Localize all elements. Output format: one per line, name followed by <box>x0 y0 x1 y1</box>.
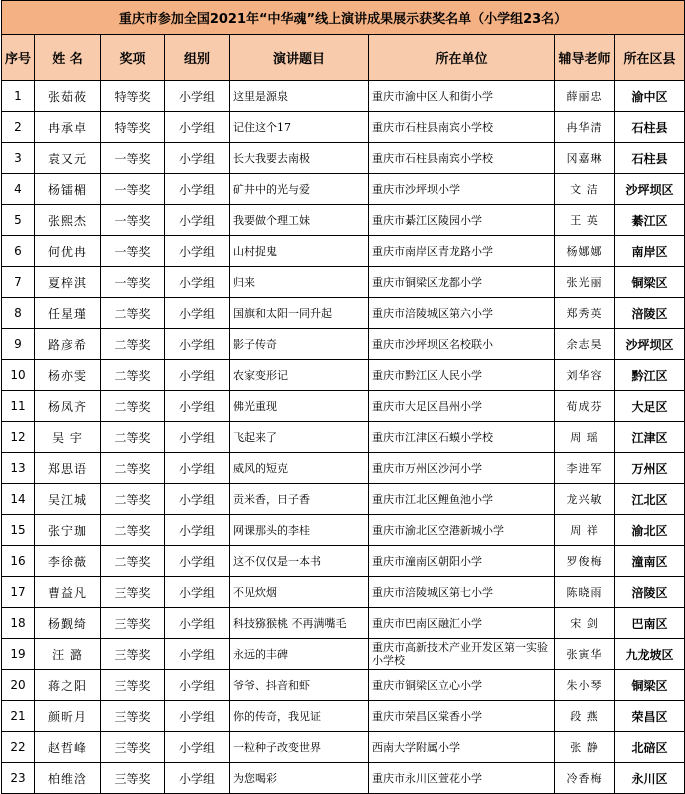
cell-unit: 重庆市巴南区融汇小学 <box>369 608 555 639</box>
cell-district: 黔江区 <box>615 360 685 391</box>
cell-unit: 西南大学附属小学 <box>369 732 555 763</box>
cell-group: 小学组 <box>165 112 230 143</box>
table-row <box>2 391 685 422</box>
cell-group: 小学组 <box>165 267 230 298</box>
cell-name: 曹益凡 <box>35 577 101 608</box>
cell-teacher: 杨娜娜 <box>555 236 615 267</box>
cell-group: 小学组 <box>165 670 230 701</box>
cell-teacher: 冷香梅 <box>555 763 615 794</box>
cell-unit: 重庆市高新技术产业开发区第一实验小学校 <box>369 639 555 670</box>
table-row <box>2 112 685 143</box>
cell-teacher: 段 燕 <box>555 701 615 732</box>
header-name: 姓 名 <box>35 35 101 81</box>
cell-teacher: 陈晓雨 <box>555 577 615 608</box>
cell-district: 大足区 <box>615 391 685 422</box>
cell-index: 15 <box>2 515 35 546</box>
cell-name: 任星瑾 <box>35 298 101 329</box>
cell-topic: 你的传奇，我见证 <box>230 701 369 732</box>
cell-name: 蒋之阳 <box>35 670 101 701</box>
cell-name: 路彦希 <box>35 329 101 360</box>
cell-award: 三等奖 <box>101 732 165 763</box>
cell-topic: 长大我要去南极 <box>230 143 369 174</box>
cell-district: 铜梁区 <box>615 670 685 701</box>
cell-name: 吴 宇 <box>35 422 101 453</box>
cell-district: 石柱县 <box>615 112 685 143</box>
cell-award: 二等奖 <box>101 329 165 360</box>
cell-group: 小学组 <box>165 546 230 577</box>
cell-name: 杨亦雯 <box>35 360 101 391</box>
cell-group: 小学组 <box>165 329 230 360</box>
cell-topic: 山村捉鬼 <box>230 236 369 267</box>
header-unit: 所在单位 <box>369 35 555 81</box>
table-row <box>2 267 685 298</box>
cell-teacher: 张光丽 <box>555 267 615 298</box>
table-row <box>2 143 685 174</box>
cell-award: 一等奖 <box>101 236 165 267</box>
cell-district: 九龙坡区 <box>615 639 685 670</box>
table-row <box>2 670 685 701</box>
cell-unit: 重庆市铜梁区立心小学 <box>369 670 555 701</box>
cell-unit: 重庆市荣昌区棠香小学 <box>369 701 555 732</box>
table-row <box>2 639 685 670</box>
cell-unit: 重庆市万州区沙河小学 <box>369 453 555 484</box>
cell-award: 三等奖 <box>101 670 165 701</box>
cell-topic: 影子传奇 <box>230 329 369 360</box>
header-index: 序号 <box>2 35 35 81</box>
cell-unit: 重庆市石柱县南宾小学校 <box>369 112 555 143</box>
table-row <box>2 546 685 577</box>
cell-group: 小学组 <box>165 732 230 763</box>
cell-unit: 重庆市南岸区青龙路小学 <box>369 236 555 267</box>
cell-award: 一等奖 <box>101 267 165 298</box>
cell-name: 夏梓淇 <box>35 267 101 298</box>
cell-teacher: 李进军 <box>555 453 615 484</box>
cell-teacher: 薛丽忠 <box>555 81 615 112</box>
cell-index: 7 <box>2 267 35 298</box>
cell-teacher: 郑秀英 <box>555 298 615 329</box>
cell-unit: 重庆市沙坪坝区名校联小 <box>369 329 555 360</box>
cell-group: 小学组 <box>165 608 230 639</box>
cell-unit: 重庆市涪陵城区第六小学 <box>369 298 555 329</box>
cell-index: 11 <box>2 391 35 422</box>
cell-name: 张茹莜 <box>35 81 101 112</box>
header-group: 组别 <box>165 35 230 81</box>
document-title: 重庆市参加全国2021年“中华魂”线上演讲成果展示获奖名单（小学组23名） <box>2 1 685 35</box>
table-body <box>2 81 685 794</box>
cell-name: 张熙杰 <box>35 205 101 236</box>
table-row <box>2 701 685 732</box>
cell-index: 12 <box>2 422 35 453</box>
cell-topic: 国旗和太阳一同升起 <box>230 298 369 329</box>
cell-district: 南岸区 <box>615 236 685 267</box>
cell-unit: 重庆市铜梁区龙都小学 <box>369 267 555 298</box>
cell-award: 三等奖 <box>101 608 165 639</box>
table-row <box>2 205 685 236</box>
cell-teacher: 罗俊梅 <box>555 546 615 577</box>
table-row <box>2 236 685 267</box>
cell-index: 6 <box>2 236 35 267</box>
cell-award: 一等奖 <box>101 174 165 205</box>
cell-group: 小学组 <box>165 81 230 112</box>
cell-teacher: 文 洁 <box>555 174 615 205</box>
cell-name: 颜昕月 <box>35 701 101 732</box>
cell-district: 荣昌区 <box>615 701 685 732</box>
cell-district: 綦江区 <box>615 205 685 236</box>
cell-index: 23 <box>2 763 35 794</box>
cell-teacher: 周 祥 <box>555 515 615 546</box>
cell-topic: 网课那头的李桂 <box>230 515 369 546</box>
cell-group: 小学组 <box>165 453 230 484</box>
cell-district: 潼南区 <box>615 546 685 577</box>
cell-district: 永川区 <box>615 763 685 794</box>
cell-unit: 重庆市大足区昌州小学 <box>369 391 555 422</box>
cell-unit: 重庆市渝中区人和街小学 <box>369 81 555 112</box>
cell-district: 铜梁区 <box>615 267 685 298</box>
header-teacher: 辅导老师 <box>555 35 615 81</box>
table-row <box>2 608 685 639</box>
cell-name: 汪 潞 <box>35 639 101 670</box>
cell-teacher: 宋 剑 <box>555 608 615 639</box>
cell-award: 二等奖 <box>101 391 165 422</box>
cell-topic: 威风的短克 <box>230 453 369 484</box>
table-row <box>2 453 685 484</box>
header-district: 所在区县 <box>615 35 685 81</box>
cell-name: 杨镭楣 <box>35 174 101 205</box>
cell-group: 小学组 <box>165 484 230 515</box>
cell-district: 江北区 <box>615 484 685 515</box>
cell-teacher: 刘华容 <box>555 360 615 391</box>
cell-topic: 矿井中的光与爱 <box>230 174 369 205</box>
cell-unit: 重庆市石柱县南宾小学校 <box>369 143 555 174</box>
cell-award: 三等奖 <box>101 577 165 608</box>
cell-name: 杨凤齐 <box>35 391 101 422</box>
cell-name: 赵哲峰 <box>35 732 101 763</box>
cell-award: 三等奖 <box>101 701 165 732</box>
cell-topic: 爷爷、抖音和虾 <box>230 670 369 701</box>
cell-name: 张宁珈 <box>35 515 101 546</box>
cell-name: 郑思语 <box>35 453 101 484</box>
cell-award: 二等奖 <box>101 422 165 453</box>
cell-group: 小学组 <box>165 174 230 205</box>
cell-name: 袁又元 <box>35 143 101 174</box>
cell-teacher: 荀成芬 <box>555 391 615 422</box>
cell-topic: 飞起来了 <box>230 422 369 453</box>
cell-award: 一等奖 <box>101 143 165 174</box>
cell-award: 三等奖 <box>101 763 165 794</box>
cell-topic: 永远的丰碑 <box>230 639 369 670</box>
cell-index: 3 <box>2 143 35 174</box>
cell-topic: 这不仅仅是一本书 <box>230 546 369 577</box>
cell-index: 2 <box>2 112 35 143</box>
table-row <box>2 515 685 546</box>
cell-name: 何优冉 <box>35 236 101 267</box>
table-row <box>2 81 685 112</box>
cell-topic: 贡米香，日子香 <box>230 484 369 515</box>
cell-district: 沙坪坝区 <box>615 174 685 205</box>
header-topic: 演讲题目 <box>230 35 369 81</box>
cell-topic: 我要做个理工妹 <box>230 205 369 236</box>
cell-award: 特等奖 <box>101 112 165 143</box>
cell-district: 沙坪坝区 <box>615 329 685 360</box>
cell-group: 小学组 <box>165 298 230 329</box>
cell-group: 小学组 <box>165 577 230 608</box>
cell-award: 二等奖 <box>101 484 165 515</box>
cell-topic: 农家变形记 <box>230 360 369 391</box>
cell-unit: 重庆市黔江区人民小学 <box>369 360 555 391</box>
table-row <box>2 329 685 360</box>
cell-topic: 记住这个17 <box>230 112 369 143</box>
cell-topic: 一粒种子改变世界 <box>230 732 369 763</box>
cell-award: 一等奖 <box>101 205 165 236</box>
cell-district: 石柱县 <box>615 143 685 174</box>
cell-award: 二等奖 <box>101 546 165 577</box>
table-row <box>2 360 685 391</box>
cell-topic: 为您喝彩 <box>230 763 369 794</box>
cell-award: 特等奖 <box>101 81 165 112</box>
cell-index: 9 <box>2 329 35 360</box>
cell-award: 二等奖 <box>101 360 165 391</box>
cell-unit: 重庆市江津区石蟆小学校 <box>369 422 555 453</box>
cell-name: 杨觐绮 <box>35 608 101 639</box>
cell-index: 21 <box>2 701 35 732</box>
cell-index: 19 <box>2 639 35 670</box>
cell-index: 5 <box>2 205 35 236</box>
cell-teacher: 余志昊 <box>555 329 615 360</box>
cell-index: 4 <box>2 174 35 205</box>
table-header-row <box>2 35 685 81</box>
cell-district: 北碚区 <box>615 732 685 763</box>
cell-group: 小学组 <box>165 763 230 794</box>
cell-index: 16 <box>2 546 35 577</box>
cell-unit: 重庆市江北区鲤鱼池小学 <box>369 484 555 515</box>
cell-unit: 重庆市綦江区陵园小学 <box>369 205 555 236</box>
cell-district: 涪陵区 <box>615 577 685 608</box>
cell-group: 小学组 <box>165 515 230 546</box>
table-row <box>2 484 685 515</box>
table-row <box>2 298 685 329</box>
cell-index: 18 <box>2 608 35 639</box>
cell-name: 吴江城 <box>35 484 101 515</box>
cell-unit: 重庆市渝北区空港新城小学 <box>369 515 555 546</box>
cell-group: 小学组 <box>165 422 230 453</box>
cell-group: 小学组 <box>165 701 230 732</box>
cell-index: 1 <box>2 81 35 112</box>
cell-award: 二等奖 <box>101 453 165 484</box>
cell-index: 13 <box>2 453 35 484</box>
cell-group: 小学组 <box>165 236 230 267</box>
cell-index: 14 <box>2 484 35 515</box>
cell-index: 17 <box>2 577 35 608</box>
cell-index: 10 <box>2 360 35 391</box>
header-award: 奖项 <box>101 35 165 81</box>
cell-teacher: 龙兴敏 <box>555 484 615 515</box>
cell-award: 三等奖 <box>101 639 165 670</box>
cell-topic: 科技猕猴桃 不再满嘴毛 <box>230 608 369 639</box>
award-table <box>1 0 685 794</box>
cell-unit: 重庆市涪陵城区第七小学 <box>369 577 555 608</box>
cell-index: 22 <box>2 732 35 763</box>
table-row <box>2 422 685 453</box>
cell-topic: 佛光重现 <box>230 391 369 422</box>
cell-district: 涪陵区 <box>615 298 685 329</box>
table-row <box>2 763 685 794</box>
cell-topic: 不见炊烟 <box>230 577 369 608</box>
cell-district: 渝北区 <box>615 515 685 546</box>
cell-district: 巴南区 <box>615 608 685 639</box>
cell-group: 小学组 <box>165 639 230 670</box>
cell-topic: 归来 <box>230 267 369 298</box>
cell-award: 二等奖 <box>101 298 165 329</box>
table-row <box>2 577 685 608</box>
cell-district: 渝中区 <box>615 81 685 112</box>
cell-teacher: 张 静 <box>555 732 615 763</box>
cell-teacher: 朱小琴 <box>555 670 615 701</box>
cell-group: 小学组 <box>165 391 230 422</box>
table-row <box>2 174 685 205</box>
cell-teacher: 张寅华 <box>555 639 615 670</box>
cell-unit: 重庆市沙坪坝小学 <box>369 174 555 205</box>
cell-name: 李徐薇 <box>35 546 101 577</box>
cell-district: 万州区 <box>615 453 685 484</box>
table-row <box>2 732 685 763</box>
cell-unit: 重庆市永川区萱花小学 <box>369 763 555 794</box>
cell-name: 冉承卓 <box>35 112 101 143</box>
cell-teacher: 冈嘉琳 <box>555 143 615 174</box>
cell-index: 8 <box>2 298 35 329</box>
cell-name: 柏维浛 <box>35 763 101 794</box>
cell-teacher: 周 瑶 <box>555 422 615 453</box>
cell-topic: 这里是源泉 <box>230 81 369 112</box>
cell-group: 小学组 <box>165 143 230 174</box>
cell-index: 20 <box>2 670 35 701</box>
cell-group: 小学组 <box>165 205 230 236</box>
cell-award: 二等奖 <box>101 515 165 546</box>
cell-unit: 重庆市潼南区朝阳小学 <box>369 546 555 577</box>
cell-district: 江津区 <box>615 422 685 453</box>
cell-teacher: 王 英 <box>555 205 615 236</box>
cell-group: 小学组 <box>165 360 230 391</box>
cell-teacher: 冉华清 <box>555 112 615 143</box>
